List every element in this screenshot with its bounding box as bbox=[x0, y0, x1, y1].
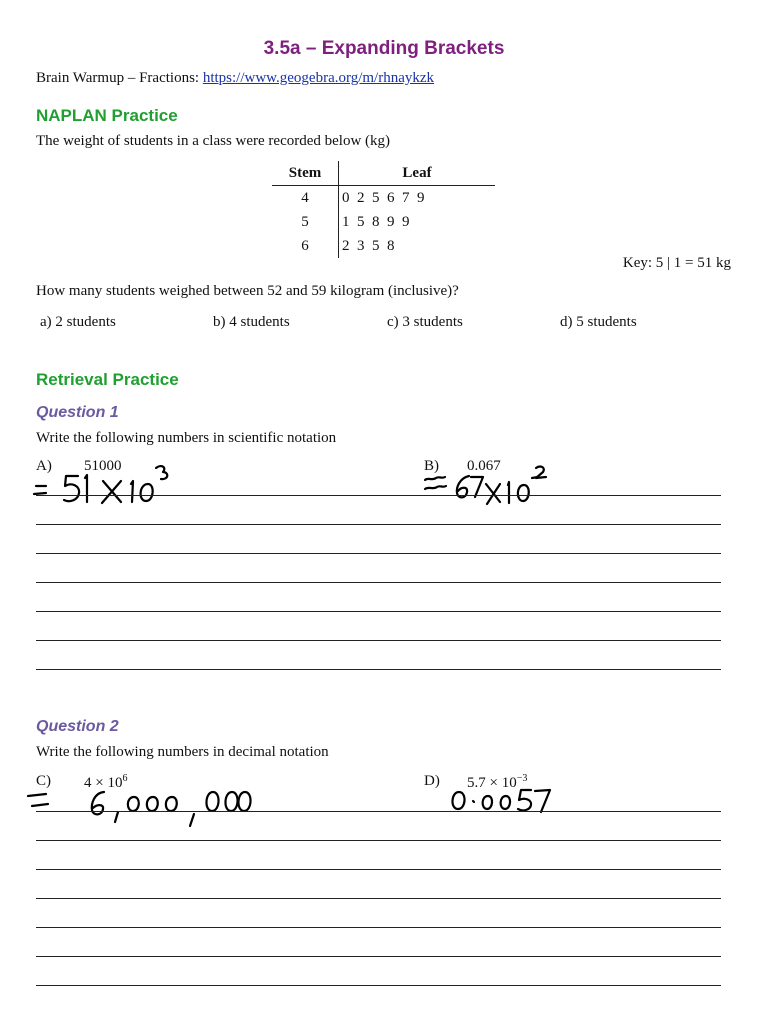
table-row bbox=[272, 210, 495, 234]
stem-header: Stem bbox=[272, 161, 339, 186]
item-d-base: 5.7 × 10 bbox=[467, 775, 517, 791]
answer-line bbox=[36, 811, 721, 812]
option-d: d) 5 students bbox=[560, 314, 637, 330]
leaf-cell: 1 5 8 9 9 bbox=[342, 213, 410, 230]
answer-line bbox=[36, 985, 721, 986]
naplan-question: How many students weighed between 52 and 59 kilogram (inclusive)? bbox=[36, 283, 459, 299]
naplan-heading: NAPLAN Practice bbox=[36, 106, 178, 125]
item-a-label: A) bbox=[36, 458, 52, 474]
question-2-prompt: Write the following numbers in decimal notation bbox=[36, 744, 329, 760]
handwritten-answer-b bbox=[420, 462, 555, 510]
answer-line bbox=[36, 869, 721, 870]
table-row bbox=[272, 186, 495, 211]
answer-line bbox=[36, 553, 721, 554]
question-1-prompt: Write the following numbers in scientific notation bbox=[36, 430, 337, 446]
option-b: b) 4 students bbox=[213, 314, 290, 330]
item-a-value: 51000 bbox=[84, 458, 122, 474]
answer-line bbox=[36, 495, 721, 496]
question-2-heading: Question 2 bbox=[36, 718, 119, 735]
item-b-value: 0.067 bbox=[467, 458, 501, 474]
answer-line bbox=[36, 956, 721, 957]
answer-line bbox=[36, 669, 721, 670]
question-1-heading: Question 1 bbox=[36, 404, 119, 421]
stem-leaf-table bbox=[272, 161, 495, 258]
leaf-header: Leaf bbox=[339, 161, 496, 186]
stem-cell: 5 bbox=[272, 210, 339, 234]
retrieval-heading: Retrieval Practice bbox=[36, 370, 179, 389]
warmup-label: Brain Warmup – Fractions: bbox=[36, 70, 203, 86]
item-c-base: 4 × 10 bbox=[84, 775, 123, 791]
stem-cell: 4 bbox=[272, 186, 339, 211]
handwritten-answer-d bbox=[447, 784, 557, 820]
warmup-link[interactable]: https://www.geogebra.org/m/rhnaykzk bbox=[202, 70, 435, 86]
table-row bbox=[272, 234, 495, 258]
answer-line bbox=[36, 582, 721, 583]
stem-cell: 6 bbox=[272, 234, 339, 258]
option-a: a) 2 students bbox=[40, 314, 116, 330]
page-title: 3.5a – Expanding Brackets bbox=[263, 38, 505, 59]
handwritten-answer-c bbox=[22, 784, 247, 828]
handwritten-answer-a bbox=[30, 462, 180, 510]
leaf-cell: 2 3 5 8 bbox=[342, 237, 395, 254]
naplan-intro: The weight of students in a class were recorded below (kg) bbox=[36, 133, 391, 149]
leaf-cell: 0 2 5 6 7 9 bbox=[342, 189, 425, 206]
answer-line bbox=[36, 898, 721, 899]
answer-line bbox=[36, 611, 721, 612]
option-c: c) 3 students bbox=[387, 314, 463, 330]
item-c-exponent: 6 bbox=[122, 773, 128, 784]
item-b-label: B) bbox=[424, 458, 439, 474]
answer-line bbox=[36, 840, 721, 841]
answer-line bbox=[36, 524, 721, 525]
warmup-line bbox=[36, 70, 434, 87]
answer-line bbox=[36, 927, 721, 928]
item-d-label: D) bbox=[424, 773, 440, 789]
stem-leaf-key: Key: 5 | 1 = 51 kg bbox=[622, 255, 731, 271]
item-c-label: C) bbox=[36, 773, 51, 789]
item-d-exponent: −3 bbox=[516, 773, 528, 784]
answer-line bbox=[36, 640, 721, 641]
